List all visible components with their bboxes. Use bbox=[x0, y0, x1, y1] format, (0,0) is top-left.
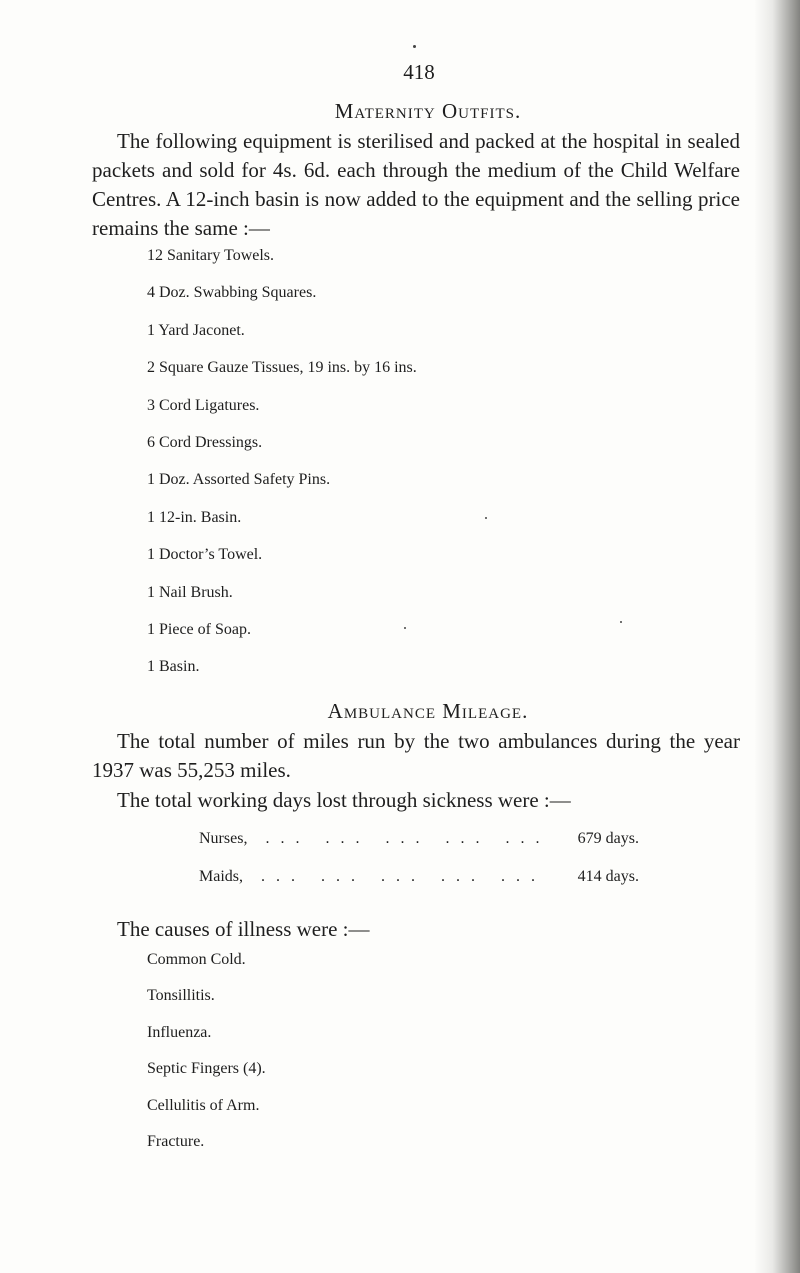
ambulance-paragraph: The total number of miles run by the two ambulances during the year 1937 was 55,253 miles. bbox=[92, 729, 740, 782]
row-value: 679 days. bbox=[577, 830, 639, 847]
row-value: 414 days. bbox=[577, 868, 639, 885]
row-label: Maids, bbox=[199, 868, 243, 885]
list-item: 1 Piece of Soap. bbox=[147, 620, 251, 638]
list-item: Influenza. bbox=[147, 1023, 212, 1041]
list-item: 1 Basin. bbox=[147, 658, 200, 676]
list-item: Fracture. bbox=[147, 1132, 205, 1150]
list-item: Tonsillitis. bbox=[147, 987, 215, 1005]
list-item: 3 Cord Ligatures. bbox=[147, 396, 260, 414]
causes-intro: The causes of illness were :— bbox=[117, 917, 370, 941]
list-item: 6 Cord Dressings. bbox=[147, 433, 263, 451]
list-item: Cellulitis of Arm. bbox=[147, 1096, 260, 1114]
list-item: 1 Nail Brush. bbox=[147, 583, 233, 601]
list-item: 4 Doz. Swabbing Squares. bbox=[147, 284, 317, 302]
dot-leader: ... ... ... ... ... bbox=[265, 830, 551, 847]
list-item: 2 Square Gauze Tissues, 19 ins. by 16 ins. bbox=[147, 359, 417, 377]
sickness-row-maids bbox=[199, 868, 639, 886]
page-edge-shadow bbox=[754, 0, 800, 1273]
scan-speck bbox=[413, 45, 416, 48]
causes-list bbox=[147, 950, 266, 1168]
list-item: Common Cold. bbox=[147, 951, 246, 968]
equipment-list bbox=[147, 246, 417, 695]
scan-speck bbox=[620, 621, 622, 623]
scan-speck bbox=[485, 517, 487, 519]
ambulance-mileage-heading: Ambulance Mileage. bbox=[327, 699, 529, 723]
list-item: Septic Fingers (4). bbox=[147, 1060, 266, 1078]
list-item: 1 Yard Jaconet. bbox=[147, 321, 245, 339]
row-label: Nurses, bbox=[199, 830, 248, 847]
sickness-intro: The total working days lost through sickness were :— bbox=[117, 788, 571, 812]
sickness-row-nurses bbox=[199, 830, 639, 848]
maternity-outfits-heading: Maternity Outfits. bbox=[334, 99, 522, 123]
page-number: 418 bbox=[403, 60, 435, 84]
dot-leader: ... ... ... ... ... bbox=[261, 868, 546, 885]
maternity-paragraph: The following equipment is sterilised and packed at the hospital in sealed packets and sold for 4s. 6d. each through the medium of the Child Welfare Centres. A 12-inch basin is now added to the equipment and the selling price remains the same :— bbox=[92, 129, 740, 240]
list-item: 1 12-in. Basin. bbox=[147, 508, 242, 526]
scan-speck bbox=[404, 627, 406, 629]
list-item: 1 Doctor’s Towel. bbox=[147, 546, 263, 564]
list-item: 12 Sanitary Towels. bbox=[147, 247, 275, 264]
list-item: 1 Doz. Assorted Safety Pins. bbox=[147, 471, 331, 489]
